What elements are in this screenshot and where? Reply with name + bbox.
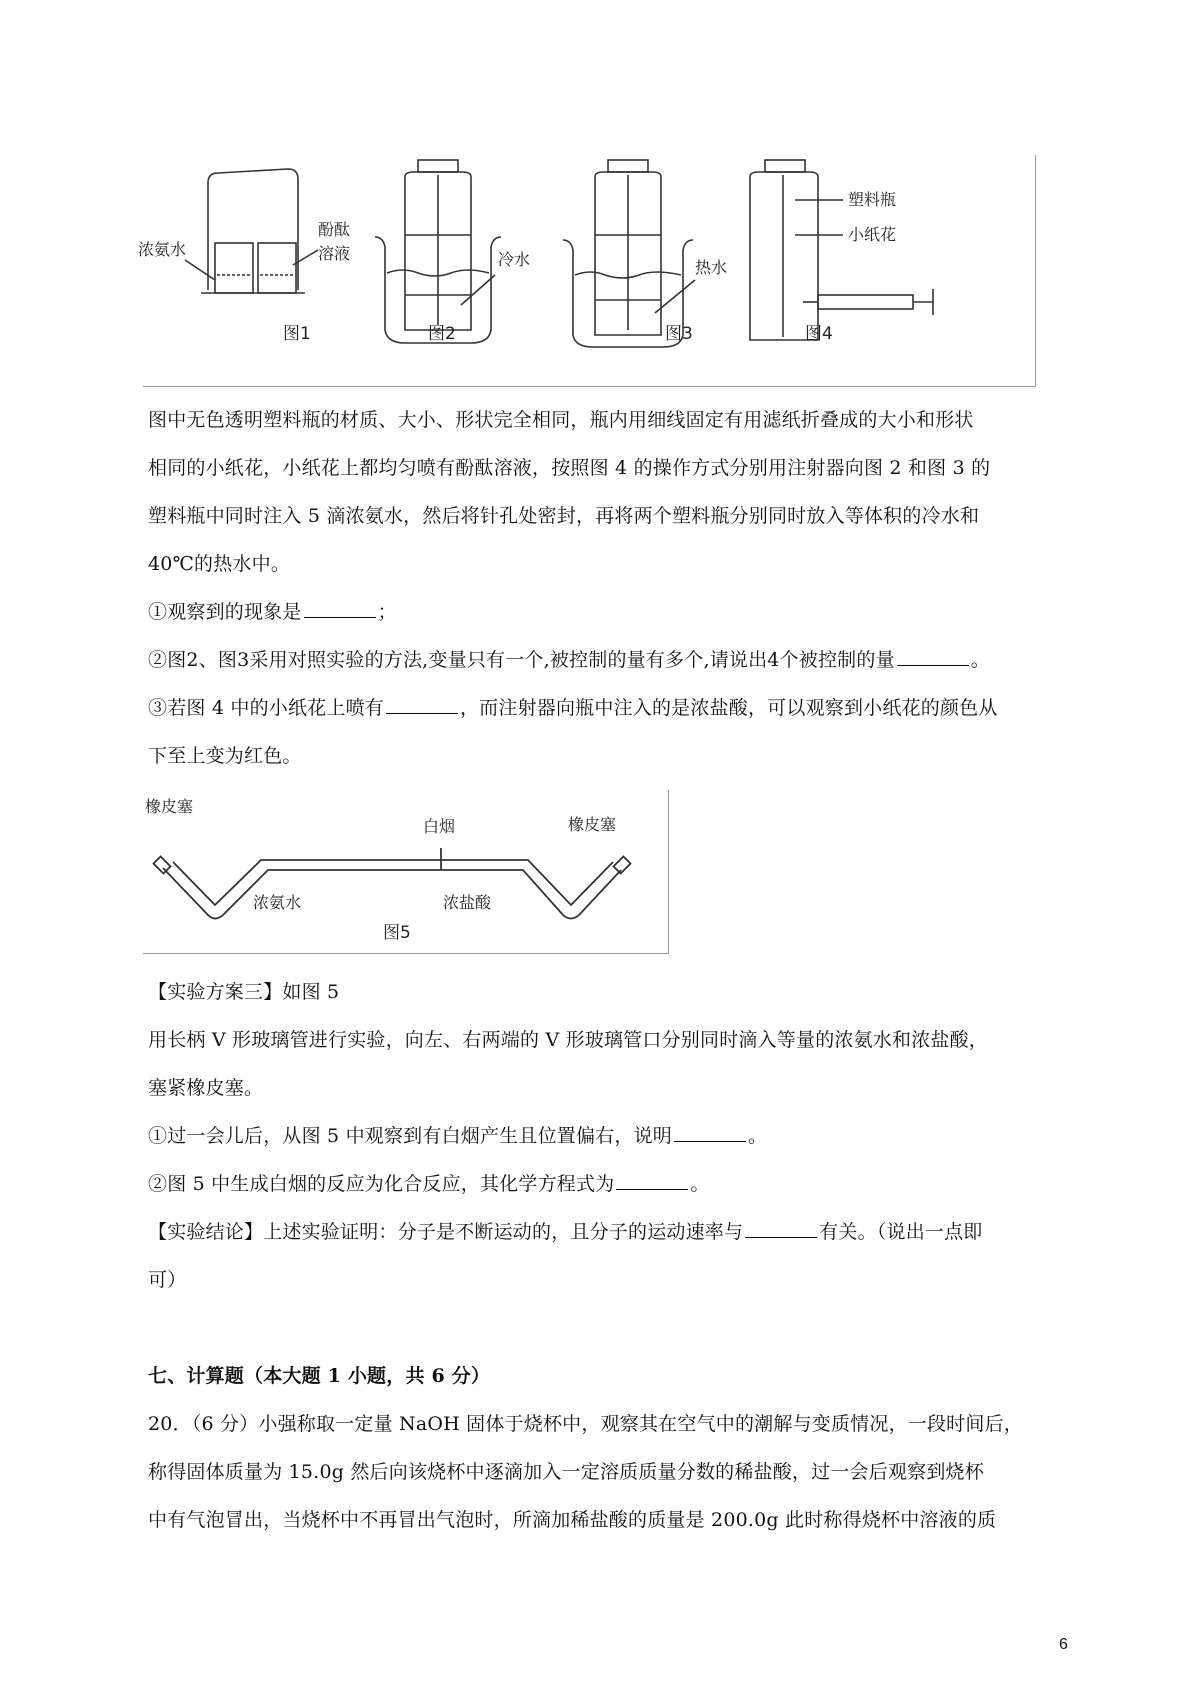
question-2 [148,646,990,674]
fig1-label-phenol-2: 溶液 [318,244,351,263]
v-tube-label-left-stopper: 橡皮塞 [145,797,194,816]
para-line-3: 塑料瓶中同时注入 5 滴浓氨水，然后将针孔处密封，再将两个塑料瓶分别同时放入等体积的冷水和 [148,505,980,527]
fig2-drawing [375,160,501,343]
question-3-line-2: 下至上变为红色。 [148,745,302,767]
question-1-end: ； [377,601,397,623]
para-line-2: 相同的小纸花，小纸花上都均匀喷有酚酞溶液，按照图 4 的操作方式分别用注射器向图 2 和图 3 的 [148,457,991,479]
fig4-drawing [750,160,933,340]
fig5-question-1 [148,1122,767,1150]
section-7-heading: 七、计算题（本大题 1 小题，共 6 分） [148,1365,491,1387]
question-3-end: ，而注射器向瓶中注入的是浓盐酸，可以观察到小纸花的颜色从 [459,697,998,719]
fig3-drawing [563,160,695,347]
v-tube-label-right-stopper: 橡皮塞 [568,815,617,834]
answer-blank[interactable] [745,1219,817,1238]
question-3 [148,694,998,722]
question-3-text: ③若图 4 中的小纸花上喷有 [148,697,384,719]
fig4-label-paper-flower: 小纸花 [848,225,897,244]
answer-blank[interactable] [616,1171,688,1190]
fig5-question-2-text: ②图 5 中生成白烟的反应为化合反应，其化学方程式为 [148,1173,615,1195]
v-tube-label-ammonia: 浓氨水 [253,893,302,912]
v-tube-label-hcl: 浓盐酸 [443,893,492,912]
figure-panel-5 [143,790,669,954]
question-1 [148,598,397,626]
question-2-text: ②图2、图3采用对照实验的方法,变量只有一个,被控制的量有多个,请说出4个被控制的量 [148,649,895,671]
fig2-caption: 图2 [428,324,456,344]
fig5-caption: 图5 [383,923,411,943]
conclusion-line-2: 可） [148,1269,187,1291]
page-number: 6 [1059,1636,1068,1653]
q20-line-2: 称得固体质量为 15.0g 然后向该烧杯中逐滴加入一定溶质质量分数的稀盐酸，过一会后观察到烧杯 [148,1461,984,1483]
fig1-label-phenol-1: 酚酞 [318,220,351,239]
fig5-question-1-text: ①过一会儿后，从图 5 中观察到有白烟产生且位置偏右，说明 [148,1125,672,1147]
fig1-label-ammonia: 浓氨水 [138,240,187,259]
question-1-text: ①观察到的现象是 [148,601,302,623]
conclusion-text: 【实验结论】上述实验证明：分子是不断运动的，且分子的运动速率与 [148,1221,744,1243]
fig5-question-1-end: 。 [747,1125,768,1147]
plan-3-line-2: 塞紧橡皮塞。 [148,1077,264,1099]
answer-blank[interactable] [674,1123,746,1142]
fig3-label-hot-water: 热水 [695,258,728,277]
fig2-label-cold-water: 冷水 [498,250,531,269]
answer-blank[interactable] [386,695,458,714]
plan-3-line-1: 用长柄 V 形玻璃管进行实验，向左、右两端的 V 形玻璃管口分别同时滴入等量的浓氨水和浓盐酸， [148,1029,989,1051]
fig4-caption: 图4 [805,324,833,344]
figure-panel-1-4 [138,155,1036,387]
q20-line-3: 中有气泡冒出，当烧杯中不再冒出气泡时，所滴加稀盐酸的质量是 200.0g 此时称得烧杯中溶液的质 [148,1509,997,1531]
fig3-caption: 图3 [665,324,693,344]
experiment-figures-1-4 [138,155,1035,386]
fig1-drawing [185,169,318,293]
question-2-end: 。 [970,649,990,671]
answer-blank[interactable] [304,599,376,618]
conclusion [148,1218,983,1246]
fig4-label-bottle: 塑料瓶 [848,190,897,209]
conclusion-end: 有关。（说出一点即 [819,1221,983,1243]
v-tube-drawing [154,848,631,919]
answer-blank[interactable] [897,647,969,666]
para-line-1: 图中无色透明塑料瓶的材质、大小、形状完全相同，瓶内用细线固定有用滤纸折叠成的大小和形状 [148,409,974,431]
v-tube-label-smoke: 白烟 [423,817,456,836]
para-line-4: 40℃的热水中。 [148,553,291,575]
plan-3-heading: 【实验方案三】如图 5 [148,981,340,1003]
fig5-question-2 [148,1170,710,1198]
q20-line-1: 20．（6 分）小强称取一定量 NaOH 固体于烧杯中，观察其在空气中的潮解与变质情况，一段时间后， [148,1413,1023,1435]
v-tube-figure [143,790,668,953]
fig1-caption: 图1 [283,324,311,344]
fig5-question-2-end: 。 [690,1173,710,1195]
